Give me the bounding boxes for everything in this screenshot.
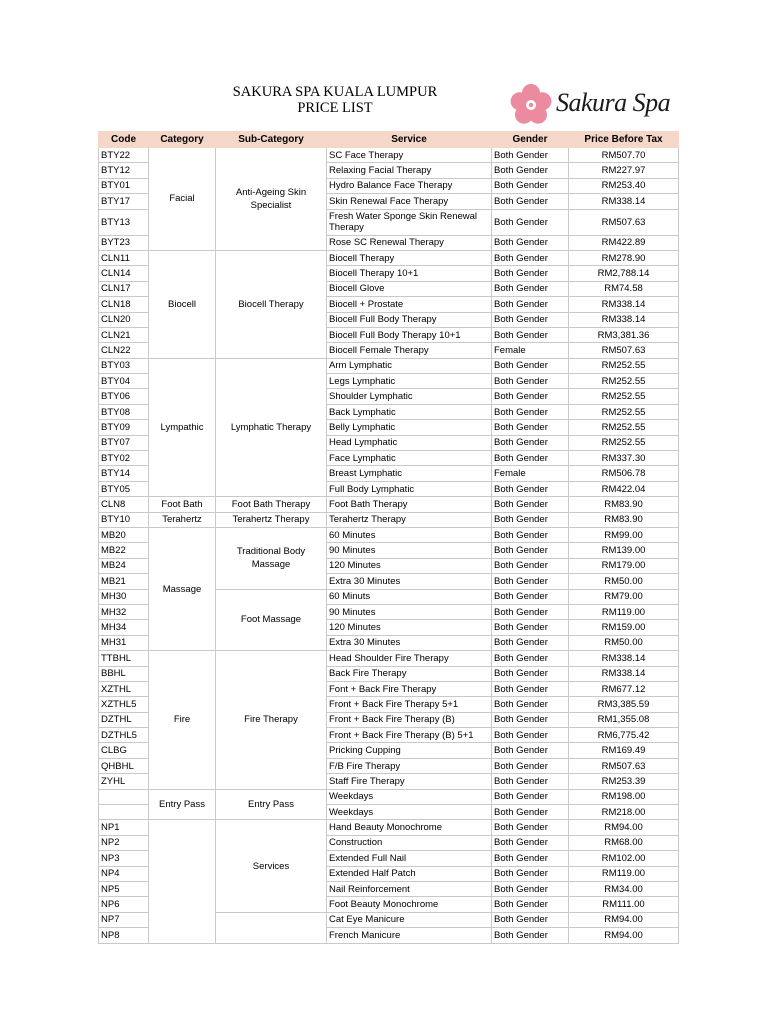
- service-cell: Head Lymphatic: [327, 435, 492, 450]
- price-cell: RM119.00: [569, 866, 679, 881]
- price-cell: RM83.90: [569, 497, 679, 512]
- category-cell: Fire: [149, 651, 216, 790]
- service-cell: Construction: [327, 835, 492, 850]
- price-cell: RM252.55: [569, 420, 679, 435]
- code-cell: BTY04: [99, 374, 149, 389]
- price-cell: RM102.00: [569, 851, 679, 866]
- price-cell: RM677.12: [569, 681, 679, 696]
- gender-cell: Both Gender: [492, 250, 569, 265]
- code-cell: CLN11: [99, 250, 149, 265]
- gender-cell: Both Gender: [492, 604, 569, 619]
- service-cell: Extended Half Patch: [327, 866, 492, 881]
- price-cell: RM94.00: [569, 820, 679, 835]
- table-row: [99, 250, 679, 265]
- price-cell: RM50.00: [569, 574, 679, 589]
- service-cell: Back Lymphatic: [327, 404, 492, 419]
- code-cell: NP8: [99, 928, 149, 943]
- service-cell: Staff Fire Therapy: [327, 774, 492, 789]
- title-line-1: SAKURA SPA KUALA LUMPUR: [232, 84, 438, 100]
- table-row: [99, 651, 679, 666]
- gender-cell: Both Gender: [492, 327, 569, 342]
- code-cell: [99, 805, 149, 820]
- service-cell: 60 Minutes: [327, 527, 492, 542]
- service-cell: Biocell + Prostate: [327, 297, 492, 312]
- price-cell: RM111.00: [569, 897, 679, 912]
- service-cell: Pricking Cupping: [327, 743, 492, 758]
- price-cell: RM338.14: [569, 666, 679, 681]
- service-cell: SC Face Therapy: [327, 148, 492, 163]
- service-cell: Biocell Female Therapy: [327, 343, 492, 358]
- service-cell: Biocell Therapy: [327, 250, 492, 265]
- price-cell: RM337.30: [569, 451, 679, 466]
- sub-category-cell: Foot Bath Therapy: [216, 497, 327, 512]
- category-cell: Lympathic: [149, 358, 216, 497]
- price-cell: RM198.00: [569, 789, 679, 804]
- category-cell: Facial: [149, 148, 216, 251]
- gender-cell: Female: [492, 343, 569, 358]
- code-cell: NP3: [99, 851, 149, 866]
- code-cell: MB21: [99, 574, 149, 589]
- table-row: [99, 512, 679, 527]
- price-cell: RM252.55: [569, 404, 679, 419]
- gender-cell: Both Gender: [492, 297, 569, 312]
- code-cell: CLN20: [99, 312, 149, 327]
- service-cell: Legs Lymphatic: [327, 374, 492, 389]
- sakura-spa-logo: [508, 82, 678, 130]
- gender-cell: Both Gender: [492, 681, 569, 696]
- code-cell: CLBG: [99, 743, 149, 758]
- service-cell: Weekdays: [327, 789, 492, 804]
- service-cell: Back Fire Therapy: [327, 666, 492, 681]
- column-header-code: Code: [99, 132, 149, 148]
- code-cell: QHBHL: [99, 758, 149, 773]
- sub-category-cell: Fire Therapy: [216, 651, 327, 790]
- code-cell: BBHL: [99, 666, 149, 681]
- sub-category-cell: Services: [216, 820, 327, 912]
- price-cell: RM338.14: [569, 194, 679, 209]
- table-row: [99, 148, 679, 163]
- code-cell: NP2: [99, 835, 149, 850]
- sub-category-cell: Foot Massage: [216, 589, 327, 651]
- gender-cell: Both Gender: [492, 178, 569, 193]
- price-cell: RM506.78: [569, 466, 679, 481]
- service-cell: F/B Fire Therapy: [327, 758, 492, 773]
- price-cell: RM34.00: [569, 881, 679, 896]
- document-title: [180, 84, 490, 116]
- table-row: [99, 820, 679, 835]
- service-cell: Hand Beauty Monochrome: [327, 820, 492, 835]
- service-cell: Cat Eye Manicure: [327, 912, 492, 927]
- gender-cell: Both Gender: [492, 435, 569, 450]
- column-header-sub-category: Sub-Category: [216, 132, 327, 148]
- code-cell: BTY22: [99, 148, 149, 163]
- code-cell: CLN17: [99, 281, 149, 296]
- gender-cell: Both Gender: [492, 835, 569, 850]
- code-cell: DZTHL: [99, 712, 149, 727]
- gender-cell: Both Gender: [492, 266, 569, 281]
- price-cell: RM422.04: [569, 481, 679, 496]
- column-header-gender: Gender: [492, 132, 569, 148]
- sub-category-cell: Traditional Body Massage: [216, 527, 327, 589]
- category-cell: Biocell: [149, 250, 216, 358]
- gender-cell: Both Gender: [492, 497, 569, 512]
- price-cell: RM179.00: [569, 558, 679, 573]
- table-row: [99, 527, 679, 542]
- code-cell: BTY12: [99, 163, 149, 178]
- code-cell: MH32: [99, 604, 149, 619]
- service-cell: Extra 30 Minutes: [327, 635, 492, 650]
- service-cell: Shoulder Lymphatic: [327, 389, 492, 404]
- code-cell: BTY02: [99, 451, 149, 466]
- code-cell: MH30: [99, 589, 149, 604]
- price-cell: RM139.00: [569, 543, 679, 558]
- gender-cell: Both Gender: [492, 404, 569, 419]
- price-cell: RM253.40: [569, 178, 679, 193]
- gender-cell: Both Gender: [492, 789, 569, 804]
- gender-cell: Both Gender: [492, 651, 569, 666]
- service-cell: Belly Lymphatic: [327, 420, 492, 435]
- code-cell: BTY17: [99, 194, 149, 209]
- service-cell: Biocell Therapy 10+1: [327, 266, 492, 281]
- price-cell: RM507.63: [569, 209, 679, 235]
- service-cell: 120 Minutes: [327, 620, 492, 635]
- price-cell: RM2,788.14: [569, 266, 679, 281]
- price-cell: RM79.00: [569, 589, 679, 604]
- code-cell: ZYHL: [99, 774, 149, 789]
- table-row: [99, 789, 679, 804]
- service-cell: Face Lymphatic: [327, 451, 492, 466]
- service-cell: Biocell Glove: [327, 281, 492, 296]
- code-cell: NP1: [99, 820, 149, 835]
- gender-cell: Both Gender: [492, 805, 569, 820]
- price-cell: RM507.70: [569, 148, 679, 163]
- code-cell: BTY06: [99, 389, 149, 404]
- sub-category-cell: Terahertz Therapy: [216, 512, 327, 527]
- code-cell: NP7: [99, 912, 149, 927]
- code-cell: CLN14: [99, 266, 149, 281]
- price-list-table: [98, 131, 679, 944]
- service-cell: Weekdays: [327, 805, 492, 820]
- code-cell: XZTHL: [99, 681, 149, 696]
- gender-cell: Both Gender: [492, 235, 569, 250]
- price-cell: RM74.58: [569, 281, 679, 296]
- gender-cell: Both Gender: [492, 574, 569, 589]
- service-cell: 90 Minutes: [327, 604, 492, 619]
- gender-cell: Both Gender: [492, 374, 569, 389]
- code-cell: MB20: [99, 527, 149, 542]
- code-cell: BTY09: [99, 420, 149, 435]
- price-cell: RM119.00: [569, 604, 679, 619]
- gender-cell: Both Gender: [492, 512, 569, 527]
- code-cell: BTY07: [99, 435, 149, 450]
- gender-cell: Both Gender: [492, 897, 569, 912]
- title-line-2: PRICE LIST: [297, 100, 373, 116]
- code-cell: BTY01: [99, 178, 149, 193]
- gender-cell: Both Gender: [492, 194, 569, 209]
- column-header-category: Category: [149, 132, 216, 148]
- price-cell: RM218.00: [569, 805, 679, 820]
- table-row: [99, 358, 679, 373]
- code-cell: CLN18: [99, 297, 149, 312]
- price-list-body: [99, 148, 679, 944]
- table-row: [99, 497, 679, 512]
- service-cell: 90 Minutes: [327, 543, 492, 558]
- service-cell: French Manicure: [327, 928, 492, 943]
- sub-category-cell: Entry Pass: [216, 789, 327, 820]
- sub-category-cell: Lymphatic Therapy: [216, 358, 327, 497]
- service-cell: Font + Back Fire Therapy: [327, 681, 492, 696]
- price-cell: RM99.00: [569, 527, 679, 542]
- sakura-flower-icon: [508, 82, 554, 128]
- gender-cell: Both Gender: [492, 420, 569, 435]
- code-cell: NP6: [99, 897, 149, 912]
- price-cell: RM6,775.42: [569, 728, 679, 743]
- category-cell: [149, 820, 216, 943]
- service-cell: 60 Minuts: [327, 589, 492, 604]
- gender-cell: Both Gender: [492, 163, 569, 178]
- gender-cell: Both Gender: [492, 527, 569, 542]
- category-cell: Massage: [149, 527, 216, 650]
- code-cell: NP5: [99, 881, 149, 896]
- sub-category-cell: [216, 912, 327, 943]
- category-cell: Terahertz: [149, 512, 216, 527]
- code-cell: MH31: [99, 635, 149, 650]
- service-cell: 120 Minutes: [327, 558, 492, 573]
- gender-cell: Both Gender: [492, 543, 569, 558]
- gender-cell: Both Gender: [492, 358, 569, 373]
- logo-wordmark: Sakura Spa: [556, 88, 671, 117]
- code-cell: TTBHL: [99, 651, 149, 666]
- column-header-service: Service: [327, 132, 492, 148]
- gender-cell: Both Gender: [492, 928, 569, 943]
- service-cell: Extra 30 Minutes: [327, 574, 492, 589]
- service-cell: Front + Back Fire Therapy (B) 5+1: [327, 728, 492, 743]
- gender-cell: Both Gender: [492, 148, 569, 163]
- gender-cell: Both Gender: [492, 558, 569, 573]
- code-cell: DZTHL5: [99, 728, 149, 743]
- table-header-row: [99, 132, 679, 148]
- price-cell: RM3,385.59: [569, 697, 679, 712]
- category-cell: Entry Pass: [149, 789, 216, 820]
- gender-cell: Both Gender: [492, 620, 569, 635]
- price-cell: RM68.00: [569, 835, 679, 850]
- gender-cell: Both Gender: [492, 743, 569, 758]
- sub-category-cell: Anti-Ageing Skin Specialist: [216, 148, 327, 251]
- gender-cell: Both Gender: [492, 851, 569, 866]
- price-cell: RM50.00: [569, 635, 679, 650]
- gender-cell: Both Gender: [492, 666, 569, 681]
- price-cell: RM252.55: [569, 374, 679, 389]
- gender-cell: Both Gender: [492, 820, 569, 835]
- price-cell: RM83.90: [569, 512, 679, 527]
- price-cell: RM1,355.08: [569, 712, 679, 727]
- price-cell: RM422.89: [569, 235, 679, 250]
- service-cell: Rose SC Renewal Therapy: [327, 235, 492, 250]
- gender-cell: Both Gender: [492, 451, 569, 466]
- price-cell: RM159.00: [569, 620, 679, 635]
- gender-cell: Both Gender: [492, 389, 569, 404]
- gender-cell: Both Gender: [492, 774, 569, 789]
- code-cell: BTY08: [99, 404, 149, 419]
- gender-cell: Both Gender: [492, 866, 569, 881]
- service-cell: Front + Back Fire Therapy (B): [327, 712, 492, 727]
- service-cell: Biocell Full Body Therapy: [327, 312, 492, 327]
- service-cell: Breast Lymphatic: [327, 466, 492, 481]
- gender-cell: Both Gender: [492, 912, 569, 927]
- code-cell: [99, 789, 149, 804]
- price-cell: RM253.39: [569, 774, 679, 789]
- price-cell: RM94.00: [569, 928, 679, 943]
- service-cell: Full Body Lymphatic: [327, 481, 492, 496]
- code-cell: XZTHL5: [99, 697, 149, 712]
- code-cell: CLN8: [99, 497, 149, 512]
- code-cell: BTY03: [99, 358, 149, 373]
- gender-cell: Both Gender: [492, 881, 569, 896]
- price-cell: RM94.00: [569, 912, 679, 927]
- code-cell: NP4: [99, 866, 149, 881]
- service-cell: Hydro Balance Face Therapy: [327, 178, 492, 193]
- code-cell: CLN22: [99, 343, 149, 358]
- price-cell: RM252.55: [569, 435, 679, 450]
- price-cell: RM338.14: [569, 297, 679, 312]
- code-cell: MB24: [99, 558, 149, 573]
- price-cell: RM278.90: [569, 250, 679, 265]
- price-cell: RM338.14: [569, 651, 679, 666]
- service-cell: Foot Bath Therapy: [327, 497, 492, 512]
- code-cell: MB22: [99, 543, 149, 558]
- price-cell: RM338.14: [569, 312, 679, 327]
- service-cell: Front + Back Fire Therapy 5+1: [327, 697, 492, 712]
- gender-cell: Both Gender: [492, 589, 569, 604]
- gender-cell: Both Gender: [492, 281, 569, 296]
- gender-cell: Both Gender: [492, 312, 569, 327]
- gender-cell: Both Gender: [492, 758, 569, 773]
- service-cell: Skin Renewal Face Therapy: [327, 194, 492, 209]
- code-cell: BTY05: [99, 481, 149, 496]
- gender-cell: Both Gender: [492, 481, 569, 496]
- price-cell: RM252.55: [569, 389, 679, 404]
- gender-cell: Both Gender: [492, 728, 569, 743]
- gender-cell: Female: [492, 466, 569, 481]
- price-cell: RM169.49: [569, 743, 679, 758]
- gender-cell: Both Gender: [492, 697, 569, 712]
- gender-cell: Both Gender: [492, 209, 569, 235]
- price-cell: RM507.63: [569, 343, 679, 358]
- service-cell: Nail Reinforcement: [327, 881, 492, 896]
- code-cell: MH34: [99, 620, 149, 635]
- code-cell: BYT23: [99, 235, 149, 250]
- sub-category-cell: Biocell Therapy: [216, 250, 327, 358]
- gender-cell: Both Gender: [492, 635, 569, 650]
- price-cell: RM252.55: [569, 358, 679, 373]
- service-cell: Relaxing Facial Therapy: [327, 163, 492, 178]
- gender-cell: Both Gender: [492, 712, 569, 727]
- code-cell: BTY14: [99, 466, 149, 481]
- service-cell: Biocell Full Body Therapy 10+1: [327, 327, 492, 342]
- price-cell: RM227.97: [569, 163, 679, 178]
- code-cell: BTY10: [99, 512, 149, 527]
- price-cell: RM507.63: [569, 758, 679, 773]
- column-header-price: Price Before Tax: [569, 132, 679, 148]
- code-cell: BTY13: [99, 209, 149, 235]
- service-cell: Arm Lymphatic: [327, 358, 492, 373]
- service-cell: Terahertz Therapy: [327, 512, 492, 527]
- category-cell: Foot Bath: [149, 497, 216, 512]
- price-cell: RM3,381.36: [569, 327, 679, 342]
- code-cell: CLN21: [99, 327, 149, 342]
- service-cell: Foot Beauty Monochrome: [327, 897, 492, 912]
- service-cell: Head Shoulder Fire Therapy: [327, 651, 492, 666]
- service-cell: Fresh Water Sponge Skin Renewal Therapy: [327, 209, 492, 235]
- service-cell: Extended Full Nail: [327, 851, 492, 866]
